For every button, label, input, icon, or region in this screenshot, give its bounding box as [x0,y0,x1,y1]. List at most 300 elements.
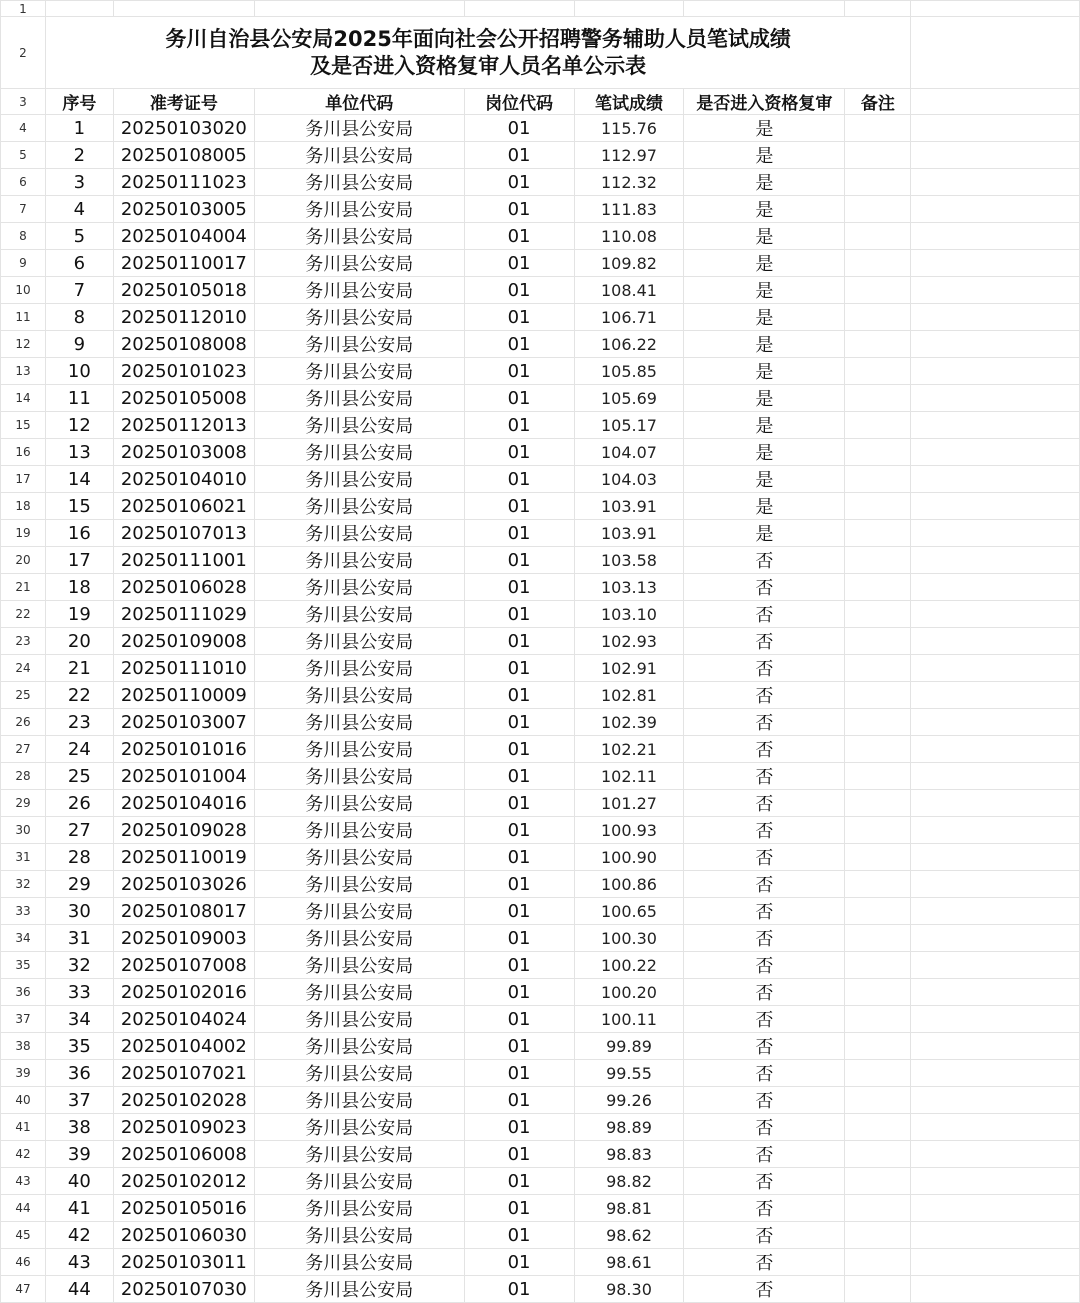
cell-unit-code[interactable]: 务川县公安局 [254,871,464,898]
cell-seq[interactable]: 28 [45,844,113,871]
cell-exam-id[interactable]: 20250101016 [113,736,254,763]
cell-seq[interactable]: 16 [45,520,113,547]
header-score[interactable]: 笔试成绩 [574,89,684,115]
cell-post-code[interactable]: 01 [464,196,574,223]
empty-cell[interactable] [911,412,1080,439]
cell-seq[interactable]: 40 [45,1168,113,1195]
cell-seq[interactable]: 19 [45,601,113,628]
cell-unit-code[interactable]: 务川县公安局 [254,898,464,925]
cell-unit-code[interactable]: 务川县公安局 [254,277,464,304]
cell-note[interactable] [845,736,911,763]
empty-cell[interactable] [911,115,1080,142]
empty-cell[interactable] [911,1168,1080,1195]
cell-exam-id[interactable]: 20250104016 [113,790,254,817]
cell-score[interactable]: 101.27 [574,790,684,817]
cell-review[interactable]: 否 [684,655,845,682]
cell-post-code[interactable]: 01 [464,790,574,817]
empty-cell[interactable] [911,1006,1080,1033]
empty-cell[interactable] [911,871,1080,898]
cell-score[interactable]: 98.82 [574,1168,684,1195]
cell-note[interactable] [845,1168,911,1195]
cell-unit-code[interactable]: 务川县公安局 [254,439,464,466]
cell-score[interactable]: 99.55 [574,1060,684,1087]
row-header[interactable]: 33 [1,898,46,925]
row-header[interactable]: 42 [1,1141,46,1168]
cell-note[interactable] [845,898,911,925]
cell-unit-code[interactable]: 务川县公安局 [254,1006,464,1033]
cell-score[interactable]: 106.22 [574,331,684,358]
cell-post-code[interactable]: 01 [464,1168,574,1195]
cell-review[interactable]: 是 [684,115,845,142]
empty-cell[interactable] [911,277,1080,304]
cell-exam-id[interactable]: 20250108008 [113,331,254,358]
cell-note[interactable] [845,115,911,142]
cell-post-code[interactable]: 01 [464,1276,574,1303]
cell-review[interactable]: 否 [684,871,845,898]
cell-seq[interactable]: 24 [45,736,113,763]
cell-post-code[interactable]: 01 [464,250,574,277]
cell-seq[interactable]: 3 [45,169,113,196]
row-header[interactable]: 35 [1,952,46,979]
empty-cell[interactable] [911,952,1080,979]
cell-score[interactable]: 98.62 [574,1222,684,1249]
cell-seq[interactable]: 20 [45,628,113,655]
empty-cell[interactable] [911,574,1080,601]
cell-exam-id[interactable]: 20250112013 [113,412,254,439]
empty-cell[interactable] [911,331,1080,358]
cell-seq[interactable]: 38 [45,1114,113,1141]
row-header[interactable]: 24 [1,655,46,682]
cell-unit-code[interactable]: 务川县公安局 [254,925,464,952]
cell-post-code[interactable]: 01 [464,169,574,196]
cell-unit-code[interactable]: 务川县公安局 [254,682,464,709]
cell-seq[interactable]: 33 [45,979,113,1006]
cell-score[interactable]: 105.17 [574,412,684,439]
cell-unit-code[interactable]: 务川县公安局 [254,736,464,763]
row-header[interactable]: 29 [1,790,46,817]
cell-score[interactable]: 111.83 [574,196,684,223]
cell-unit-code[interactable]: 务川县公安局 [254,223,464,250]
cell-exam-id[interactable]: 20250109003 [113,925,254,952]
cell-review[interactable]: 是 [684,169,845,196]
row-header[interactable]: 22 [1,601,46,628]
empty-cell[interactable] [464,1,574,17]
cell-review[interactable]: 否 [684,952,845,979]
cell-unit-code[interactable]: 务川县公安局 [254,142,464,169]
cell-seq[interactable]: 26 [45,790,113,817]
row-header[interactable]: 23 [1,628,46,655]
row-header[interactable]: 10 [1,277,46,304]
row-header[interactable]: 20 [1,547,46,574]
cell-review[interactable]: 否 [684,1168,845,1195]
cell-review[interactable]: 否 [684,1195,845,1222]
cell-seq[interactable]: 25 [45,763,113,790]
empty-cell[interactable] [911,763,1080,790]
row-header[interactable]: 34 [1,925,46,952]
cell-unit-code[interactable]: 务川县公安局 [254,628,464,655]
cell-unit-code[interactable]: 务川县公安局 [254,1087,464,1114]
empty-cell[interactable] [911,142,1080,169]
row-header[interactable]: 39 [1,1060,46,1087]
empty-cell[interactable] [113,1,254,17]
cell-review[interactable]: 否 [684,601,845,628]
empty-cell[interactable] [911,493,1080,520]
cell-post-code[interactable]: 01 [464,1114,574,1141]
cell-post-code[interactable]: 01 [464,1195,574,1222]
cell-note[interactable] [845,547,911,574]
cell-unit-code[interactable]: 务川县公安局 [254,412,464,439]
empty-cell[interactable] [911,1060,1080,1087]
row-header[interactable]: 44 [1,1195,46,1222]
empty-cell[interactable] [911,817,1080,844]
cell-seq[interactable]: 5 [45,223,113,250]
cell-review[interactable]: 否 [684,547,845,574]
cell-exam-id[interactable]: 20250111029 [113,601,254,628]
cell-review[interactable]: 否 [684,844,845,871]
empty-cell[interactable] [911,628,1080,655]
cell-unit-code[interactable]: 务川县公安局 [254,844,464,871]
cell-unit-code[interactable]: 务川县公安局 [254,1168,464,1195]
cell-exam-id[interactable]: 20250108017 [113,898,254,925]
cell-exam-id[interactable]: 20250106021 [113,493,254,520]
cell-unit-code[interactable]: 务川县公安局 [254,790,464,817]
cell-review[interactable]: 否 [684,979,845,1006]
cell-exam-id[interactable]: 20250112010 [113,304,254,331]
empty-cell[interactable] [911,790,1080,817]
cell-note[interactable] [845,601,911,628]
cell-exam-id[interactable]: 20250105008 [113,385,254,412]
cell-score[interactable]: 103.91 [574,520,684,547]
empty-cell[interactable] [911,1141,1080,1168]
row-header[interactable]: 46 [1,1249,46,1276]
row-header[interactable]: 13 [1,358,46,385]
cell-seq[interactable]: 36 [45,1060,113,1087]
cell-post-code[interactable]: 01 [464,628,574,655]
cell-score[interactable]: 102.91 [574,655,684,682]
row-header[interactable]: 15 [1,412,46,439]
empty-cell[interactable] [911,466,1080,493]
title-cell[interactable] [45,17,910,89]
cell-post-code[interactable]: 01 [464,493,574,520]
cell-score[interactable]: 112.97 [574,142,684,169]
cell-note[interactable] [845,331,911,358]
cell-exam-id[interactable]: 20250108005 [113,142,254,169]
cell-score[interactable]: 103.10 [574,601,684,628]
row-header[interactable]: 41 [1,1114,46,1141]
cell-review[interactable]: 否 [684,736,845,763]
cell-unit-code[interactable]: 务川县公安局 [254,601,464,628]
cell-post-code[interactable]: 01 [464,223,574,250]
cell-review[interactable]: 是 [684,385,845,412]
empty-cell[interactable] [911,979,1080,1006]
empty-cell[interactable] [911,1276,1080,1303]
cell-exam-id[interactable]: 20250106030 [113,1222,254,1249]
header-review[interactable]: 是否进入资格复审 [684,89,845,115]
cell-note[interactable] [845,790,911,817]
empty-cell[interactable] [911,1114,1080,1141]
cell-post-code[interactable]: 01 [464,1006,574,1033]
cell-exam-id[interactable]: 20250109023 [113,1114,254,1141]
cell-note[interactable] [845,817,911,844]
cell-review[interactable]: 是 [684,358,845,385]
cell-review[interactable]: 否 [684,925,845,952]
cell-review[interactable]: 是 [684,493,845,520]
row-header[interactable]: 1 [1,1,46,17]
cell-exam-id[interactable]: 20250102012 [113,1168,254,1195]
cell-note[interactable] [845,223,911,250]
cell-unit-code[interactable]: 务川县公安局 [254,250,464,277]
cell-review[interactable]: 否 [684,1222,845,1249]
row-header[interactable]: 7 [1,196,46,223]
cell-seq[interactable]: 41 [45,1195,113,1222]
cell-exam-id[interactable]: 20250109008 [113,628,254,655]
cell-score[interactable]: 105.85 [574,358,684,385]
cell-seq[interactable]: 12 [45,412,113,439]
cell-review[interactable]: 是 [684,277,845,304]
cell-unit-code[interactable]: 务川县公安局 [254,952,464,979]
cell-note[interactable] [845,304,911,331]
cell-post-code[interactable]: 01 [464,952,574,979]
cell-unit-code[interactable]: 务川县公安局 [254,466,464,493]
cell-review[interactable]: 是 [684,250,845,277]
cell-seq[interactable]: 11 [45,385,113,412]
cell-post-code[interactable]: 01 [464,1222,574,1249]
cell-post-code[interactable]: 01 [464,574,574,601]
cell-post-code[interactable]: 01 [464,898,574,925]
cell-note[interactable] [845,1195,911,1222]
cell-exam-id[interactable]: 20250107013 [113,520,254,547]
row-header[interactable]: 25 [1,682,46,709]
cell-seq[interactable]: 22 [45,682,113,709]
cell-note[interactable] [845,169,911,196]
empty-cell[interactable] [911,250,1080,277]
cell-seq[interactable]: 37 [45,1087,113,1114]
cell-review[interactable]: 否 [684,1141,845,1168]
cell-seq[interactable]: 4 [45,196,113,223]
cell-unit-code[interactable]: 务川县公安局 [254,1141,464,1168]
empty-cell[interactable] [684,1,845,17]
cell-review[interactable]: 否 [684,1114,845,1141]
empty-cell[interactable] [911,520,1080,547]
empty-cell[interactable] [911,736,1080,763]
cell-seq[interactable]: 39 [45,1141,113,1168]
cell-exam-id[interactable]: 20250105016 [113,1195,254,1222]
row-header[interactable]: 47 [1,1276,46,1303]
cell-score[interactable]: 104.07 [574,439,684,466]
cell-exam-id[interactable]: 20250106028 [113,574,254,601]
cell-score[interactable]: 100.93 [574,817,684,844]
cell-note[interactable] [845,1087,911,1114]
cell-note[interactable] [845,1249,911,1276]
cell-unit-code[interactable]: 务川县公安局 [254,1195,464,1222]
empty-cell[interactable] [911,547,1080,574]
cell-review[interactable]: 是 [684,466,845,493]
cell-unit-code[interactable]: 务川县公安局 [254,385,464,412]
cell-score[interactable]: 100.86 [574,871,684,898]
empty-cell[interactable] [845,1,911,17]
cell-unit-code[interactable]: 务川县公安局 [254,979,464,1006]
cell-seq[interactable]: 32 [45,952,113,979]
cell-unit-code[interactable]: 务川县公安局 [254,304,464,331]
cell-post-code[interactable]: 01 [464,979,574,1006]
empty-cell[interactable] [911,358,1080,385]
empty-cell[interactable] [574,1,684,17]
cell-exam-id[interactable]: 20250110009 [113,682,254,709]
empty-cell[interactable] [45,1,113,17]
cell-post-code[interactable]: 01 [464,925,574,952]
row-header[interactable]: 31 [1,844,46,871]
cell-score[interactable]: 99.89 [574,1033,684,1060]
row-header[interactable]: 5 [1,142,46,169]
empty-cell[interactable] [911,169,1080,196]
cell-review[interactable]: 否 [684,763,845,790]
empty-cell[interactable] [911,223,1080,250]
cell-exam-id[interactable]: 20250103020 [113,115,254,142]
row-header[interactable]: 11 [1,304,46,331]
cell-post-code[interactable]: 01 [464,763,574,790]
cell-post-code[interactable]: 01 [464,1087,574,1114]
cell-seq[interactable]: 27 [45,817,113,844]
empty-cell[interactable] [911,1033,1080,1060]
row-header[interactable]: 3 [1,89,46,115]
cell-seq[interactable]: 23 [45,709,113,736]
cell-note[interactable] [845,466,911,493]
cell-score[interactable]: 100.11 [574,1006,684,1033]
cell-exam-id[interactable]: 20250111023 [113,169,254,196]
cell-exam-id[interactable]: 20250104024 [113,1006,254,1033]
row-header[interactable]: 8 [1,223,46,250]
cell-note[interactable] [845,358,911,385]
cell-review[interactable]: 否 [684,1033,845,1060]
cell-unit-code[interactable]: 务川县公安局 [254,655,464,682]
cell-exam-id[interactable]: 20250111010 [113,655,254,682]
cell-score[interactable]: 115.76 [574,115,684,142]
cell-seq[interactable]: 9 [45,331,113,358]
cell-score[interactable]: 98.83 [574,1141,684,1168]
cell-score[interactable]: 98.61 [574,1249,684,1276]
empty-cell[interactable] [911,1,1080,17]
cell-unit-code[interactable]: 务川县公安局 [254,358,464,385]
cell-unit-code[interactable]: 务川县公安局 [254,331,464,358]
cell-post-code[interactable]: 01 [464,277,574,304]
cell-seq[interactable]: 43 [45,1249,113,1276]
cell-review[interactable]: 是 [684,520,845,547]
cell-note[interactable] [845,574,911,601]
cell-post-code[interactable]: 01 [464,1033,574,1060]
row-header[interactable]: 14 [1,385,46,412]
cell-note[interactable] [845,277,911,304]
cell-review[interactable]: 否 [684,898,845,925]
cell-note[interactable] [845,439,911,466]
cell-score[interactable]: 98.81 [574,1195,684,1222]
cell-exam-id[interactable]: 20250107008 [113,952,254,979]
cell-unit-code[interactable]: 务川县公安局 [254,493,464,520]
cell-post-code[interactable]: 01 [464,439,574,466]
cell-review[interactable]: 是 [684,196,845,223]
cell-seq[interactable]: 14 [45,466,113,493]
cell-post-code[interactable]: 01 [464,1060,574,1087]
cell-unit-code[interactable]: 务川县公安局 [254,1276,464,1303]
empty-cell[interactable] [911,925,1080,952]
cell-score[interactable]: 103.58 [574,547,684,574]
cell-score[interactable]: 100.22 [574,952,684,979]
cell-post-code[interactable]: 01 [464,547,574,574]
cell-post-code[interactable]: 01 [464,844,574,871]
empty-cell[interactable] [911,196,1080,223]
cell-exam-id[interactable]: 20250104002 [113,1033,254,1060]
cell-note[interactable] [845,925,911,952]
header-seq[interactable]: 序号 [45,89,113,115]
row-header[interactable]: 21 [1,574,46,601]
empty-cell[interactable] [911,439,1080,466]
row-header[interactable]: 16 [1,439,46,466]
cell-note[interactable] [845,952,911,979]
empty-cell[interactable] [911,601,1080,628]
empty-cell[interactable] [911,682,1080,709]
cell-note[interactable] [845,1006,911,1033]
cell-exam-id[interactable]: 20250104004 [113,223,254,250]
cell-unit-code[interactable]: 务川县公安局 [254,1249,464,1276]
empty-cell[interactable] [911,898,1080,925]
cell-score[interactable]: 106.71 [574,304,684,331]
cell-post-code[interactable]: 01 [464,817,574,844]
empty-cell[interactable] [911,1222,1080,1249]
row-header[interactable]: 9 [1,250,46,277]
cell-review[interactable]: 否 [684,1006,845,1033]
cell-seq[interactable]: 10 [45,358,113,385]
cell-review[interactable]: 是 [684,439,845,466]
cell-unit-code[interactable]: 务川县公安局 [254,169,464,196]
cell-exam-id[interactable]: 20250103007 [113,709,254,736]
cell-unit-code[interactable]: 务川县公安局 [254,1114,464,1141]
row-header[interactable]: 45 [1,1222,46,1249]
cell-post-code[interactable]: 01 [464,412,574,439]
cell-unit-code[interactable]: 务川县公安局 [254,1060,464,1087]
cell-note[interactable] [845,250,911,277]
empty-cell[interactable] [911,1249,1080,1276]
cell-score[interactable]: 105.69 [574,385,684,412]
cell-score[interactable]: 102.93 [574,628,684,655]
cell-score[interactable]: 98.89 [574,1114,684,1141]
cell-unit-code[interactable]: 务川县公安局 [254,520,464,547]
cell-review[interactable]: 否 [684,790,845,817]
cell-note[interactable] [845,871,911,898]
cell-unit-code[interactable]: 务川县公安局 [254,547,464,574]
cell-exam-id[interactable]: 20250101023 [113,358,254,385]
cell-seq[interactable]: 21 [45,655,113,682]
row-header[interactable]: 32 [1,871,46,898]
cell-exam-id[interactable]: 20250103011 [113,1249,254,1276]
cell-score[interactable]: 112.32 [574,169,684,196]
cell-exam-id[interactable]: 20250109028 [113,817,254,844]
cell-score[interactable]: 103.13 [574,574,684,601]
cell-review[interactable]: 否 [684,1087,845,1114]
row-header[interactable]: 26 [1,709,46,736]
cell-score[interactable]: 108.41 [574,277,684,304]
cell-post-code[interactable]: 01 [464,520,574,547]
cell-exam-id[interactable]: 20250104010 [113,466,254,493]
cell-review[interactable]: 是 [684,223,845,250]
cell-review[interactable]: 否 [684,817,845,844]
row-header[interactable]: 19 [1,520,46,547]
cell-seq[interactable]: 2 [45,142,113,169]
cell-note[interactable] [845,385,911,412]
cell-unit-code[interactable]: 务川县公安局 [254,1222,464,1249]
empty-cell[interactable] [911,385,1080,412]
cell-note[interactable] [845,1276,911,1303]
cell-score[interactable]: 102.39 [574,709,684,736]
header-unit-code[interactable]: 单位代码 [254,89,464,115]
